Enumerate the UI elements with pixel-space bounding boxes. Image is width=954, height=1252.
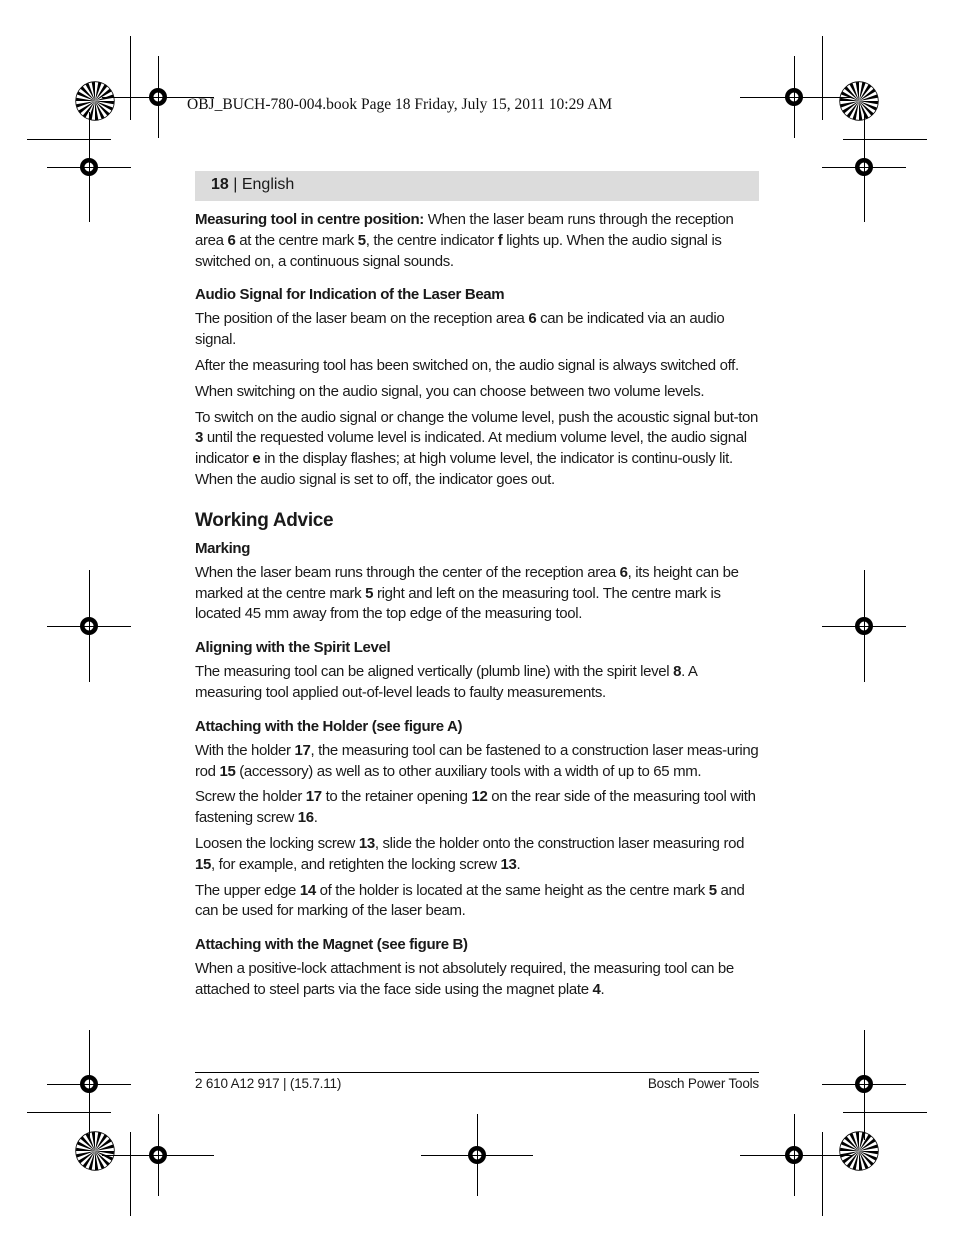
crop-line: [27, 1112, 111, 1113]
text-run: Screw the holder: [195, 788, 306, 806]
star-target-icon: [75, 81, 115, 121]
text-run: Loosen the locking screw: [195, 834, 359, 852]
text-run: , the measuring tool can be fastened to a construction laser meas-uring rod: [195, 741, 759, 780]
page-body: [195, 210, 761, 1006]
crop-line: [822, 36, 823, 120]
text-run: at the centre mark: [235, 231, 358, 249]
body-paragraph: [195, 662, 761, 704]
body-paragraph: [195, 834, 761, 876]
section-heading: Working Advice: [195, 509, 334, 531]
text-run: The measuring tool can be aligned vertically (plumb line) with the spirit level: [195, 663, 674, 681]
text-run: When a positive-lock attachment is not absolutely required, the measuring tool can be attached to steel parts via the face side using the magnet plate: [195, 960, 734, 998]
body-paragraph: [195, 741, 761, 783]
registration-line: [89, 112, 90, 222]
crop-line: [843, 139, 927, 140]
item-reference: 17: [294, 741, 311, 759]
item-reference: 13: [358, 834, 375, 852]
print-slug: OBJ_BUCH-780-004.book Page 18 Friday, July 15, 2011 10:29 AM: [187, 96, 613, 113]
body-paragraph: [195, 309, 761, 351]
text-run: in the display flashes; at high volume level, the indicator is continu-ously lit. When the audio signal is set to off, the indicator goes out.: [195, 450, 733, 488]
star-target-icon: [839, 81, 879, 121]
registration-line: [864, 1030, 865, 1140]
text-run: , slide the holder onto the construction laser measuring rod: [374, 834, 745, 852]
registration-line: [864, 570, 865, 682]
text-run: When the laser beam runs through the reception area: [195, 211, 734, 249]
crop-line: [822, 1132, 823, 1216]
header-separator: |: [228, 176, 242, 193]
registration-line: [740, 1155, 852, 1156]
running-header: [195, 171, 759, 201]
text-run: and can be used for marking of the laser beam.: [195, 881, 745, 920]
body-paragraph: [195, 382, 761, 403]
header-language: English: [241, 176, 295, 193]
text-run: lights up. When the audio signal is switched on, a continuous signal sounds.: [195, 231, 722, 270]
item-reference: 16: [297, 809, 314, 827]
header-text: [211, 176, 294, 194]
registration-line: [794, 56, 795, 138]
page-number: 18: [211, 176, 229, 193]
footer-document-number: 2 610 A12 917 | (15.7.11): [195, 1076, 342, 1091]
item-reference: 14: [299, 881, 316, 899]
text-run: After the measuring tool has been switched on, the audio signal is always switched off.: [195, 356, 739, 374]
crop-line: [27, 139, 111, 140]
subsection-heading: Audio Signal for Indication of the Laser Beam: [195, 286, 505, 304]
text-run: right and left on the measuring tool. The centre mark is located 45 mm away from the top edge of the measuring tool.: [195, 584, 721, 623]
item-reference: f: [497, 231, 503, 249]
item-reference: 5: [708, 881, 717, 899]
text-run: to the retainer opening: [321, 788, 472, 806]
text-run: , for example, and retighten the locking screw: [211, 855, 501, 873]
text-run: With the holder: [195, 741, 295, 759]
item-reference: 5: [365, 584, 374, 602]
item-reference: 4: [592, 980, 601, 998]
text-run: . A measuring tool applied out-of-level leads to faulty measurements.: [195, 663, 697, 701]
registration-line: [89, 570, 90, 682]
text-run: To switch on the audio signal or change the volume level, push the acoustic signal but-ton: [195, 408, 759, 426]
text-run: , its height can be marked at the centre mark: [195, 563, 739, 602]
item-reference: 17: [305, 788, 322, 806]
body-paragraph: [195, 881, 761, 923]
text-run: The position of the laser beam on the reception area: [195, 310, 529, 328]
item-reference: 6: [619, 563, 628, 581]
item-reference: 3: [195, 429, 203, 447]
item-reference: 8: [673, 663, 682, 681]
text-run: on the rear side of the measuring tool with fastening screw: [195, 788, 756, 827]
text-run: of the holder is located at the same height as the centre mark: [315, 881, 709, 899]
paragraph-lead: Measuring tool in centre position:: [195, 211, 424, 228]
subsection-heading: Attaching with the Holder (see figure A): [195, 717, 463, 735]
crop-line: [130, 36, 131, 120]
body-paragraph: [195, 959, 761, 1001]
text-run: until the requested volume level is indicated. At medium volume level, the audio signal indicator: [195, 429, 747, 468]
item-reference: 5: [357, 231, 366, 249]
text-run: The upper edge: [195, 881, 300, 899]
body-paragraph: [195, 408, 761, 491]
subsection-heading: Marking: [195, 539, 251, 557]
item-reference: 12: [471, 788, 488, 806]
text-run: .: [516, 855, 521, 873]
registration-line: [740, 97, 852, 98]
item-reference: 15: [195, 855, 211, 873]
registration-line: [158, 56, 159, 138]
crop-line: [130, 1132, 131, 1216]
item-reference: 15: [219, 762, 236, 780]
registration-line: [158, 1114, 159, 1196]
footer-rule: [195, 1072, 759, 1073]
body-paragraph: [195, 563, 761, 625]
item-reference: 6: [528, 310, 537, 328]
subsection-heading: Aligning with the Spirit Level: [195, 639, 391, 657]
text-run: (accessory) as well as to other auxiliary tools with a width of up to 65 mm.: [235, 762, 702, 780]
item-reference: 13: [500, 855, 517, 873]
item-reference: e: [252, 450, 261, 468]
item-reference: 6: [227, 231, 236, 249]
subsection-heading: Attaching with the Magnet (see figure B): [195, 936, 468, 954]
text-run: can be indicated via an audio signal.: [195, 310, 725, 349]
registration-line: [864, 112, 865, 222]
crop-line: [843, 1112, 927, 1113]
text-run: .: [600, 980, 605, 998]
body-paragraph: [195, 210, 761, 272]
registration-line: [477, 1114, 478, 1196]
registration-line: [89, 1030, 90, 1140]
body-paragraph: [195, 356, 761, 377]
star-target-icon: [75, 1131, 115, 1171]
text-run: , the centre indicator: [365, 231, 498, 249]
footer-publisher: Bosch Power Tools: [647, 1076, 759, 1091]
text-run: .: [313, 809, 318, 827]
text-run: When switching on the audio signal, you can choose between two volume levels.: [195, 382, 705, 400]
text-run: When the laser beam runs through the center of the reception area: [195, 563, 620, 581]
star-target-icon: [839, 1131, 879, 1171]
registration-line: [794, 1114, 795, 1196]
body-paragraph: [195, 787, 761, 829]
